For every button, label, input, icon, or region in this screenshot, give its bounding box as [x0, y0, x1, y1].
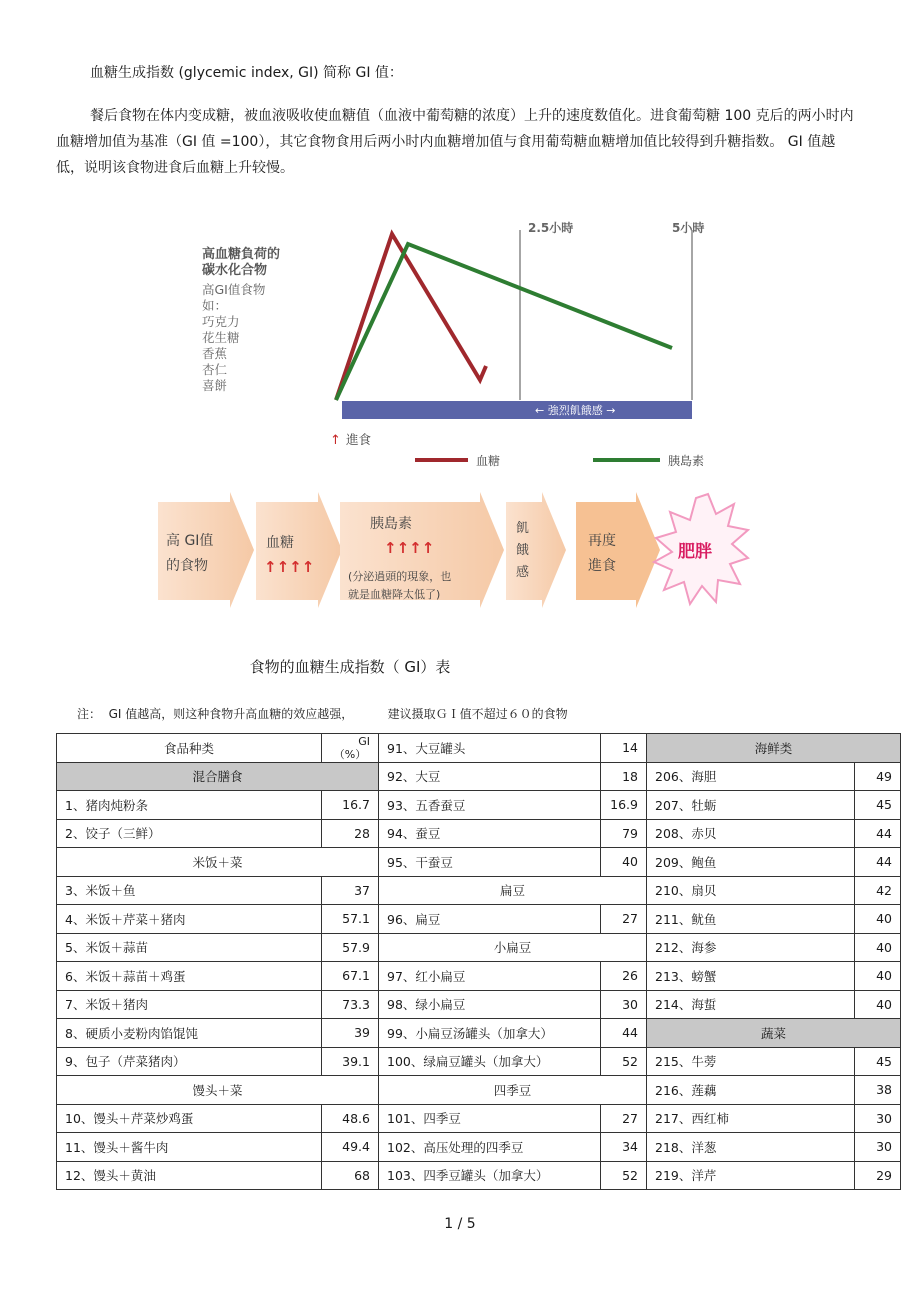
gi-value: 40: [601, 848, 647, 877]
svg-text:肥胖: 肥胖: [678, 542, 712, 562]
svg-text:進食: 進食: [588, 558, 616, 574]
svg-text:如：: 如：: [202, 298, 228, 313]
svg-text:再度: 再度: [588, 533, 616, 549]
gi-value: 42: [855, 876, 901, 905]
table-row: [57, 734, 901, 763]
gi-value: 18: [601, 762, 647, 791]
gi-value: 39.1: [322, 1047, 379, 1076]
gi-value: 14: [601, 734, 647, 763]
food-name: 100、绿扁豆罐头（加拿大）: [379, 1047, 601, 1076]
gi-value: 30: [601, 990, 647, 1019]
food-list: [202, 282, 266, 393]
gi-value: 40: [855, 990, 901, 1019]
table-row: [57, 962, 901, 991]
food-name: 2、饺子（三鲜）: [57, 819, 322, 848]
gi-value: 38: [855, 1076, 901, 1105]
food-name: 219、洋芹: [647, 1161, 855, 1190]
food-name: 102、高压处理的四季豆: [379, 1133, 601, 1162]
gi-value: 16.7: [322, 791, 379, 820]
svg-text:的食物: 的食物: [166, 558, 208, 574]
svg-text:↑↑↑↑: ↑↑↑↑: [264, 558, 315, 576]
food-name: 8、硬质小麦粉肉馅馄饨: [57, 1019, 322, 1048]
gi-value: 44: [855, 848, 901, 877]
gi-value: 44: [855, 819, 901, 848]
food-name: 213、螃蟹: [647, 962, 855, 991]
food-name: 217、西红柿: [647, 1104, 855, 1133]
table-row: [57, 933, 901, 962]
flow-step-insulin: [340, 492, 504, 608]
header-gi-unit: （%）: [333, 747, 367, 761]
svg-text:高GI值食物: 高GI值食物: [202, 282, 266, 297]
gi-value: 49.4: [322, 1133, 379, 1162]
table-row: [57, 876, 901, 905]
food-name: 1、猪肉炖粉条: [57, 791, 322, 820]
table-row: [57, 1047, 901, 1076]
svg-text:飢: 飢: [516, 521, 530, 536]
intro-title: 血糖生成指数 (glycemic index, GI) 简称 GI 值：: [90, 65, 403, 81]
table-row: [57, 905, 901, 934]
table-row: [57, 1133, 901, 1162]
gi-value: 48.6: [322, 1104, 379, 1133]
food-name: 206、海胆: [647, 762, 855, 791]
food-name: 208、赤贝: [647, 819, 855, 848]
svg-text:胰島素: 胰島素: [370, 516, 412, 532]
food-name: 95、干蚕豆: [379, 848, 601, 877]
table-row: [57, 1104, 901, 1133]
table-row: [57, 1019, 901, 1048]
time-label-5h: 5小時: [672, 221, 705, 235]
gi-value: 29: [855, 1161, 901, 1190]
intro-paragraph: 餐后食物在体内变成糖，被血液吸收使血糖值（血液中葡萄糖的浓度）上升的速度数值化。进食葡萄糖 100 克后的两小时内血糖增加值为基准（GI 值 =100），其它食物食用后两小时内血糖增加值与食用葡萄糖血糖增加值比较得到升糖指数。 GI 值越低，说明该食物进食后血糖上升较慢。: [56, 108, 854, 176]
figure-heading-1: 高血糖負荷的: [202, 247, 281, 262]
food-name: 94、蚕豆: [379, 819, 601, 848]
category-header: 米饭＋菜: [57, 848, 379, 877]
table-title: 食物的血糖生成指数（ GI）表: [249, 658, 451, 676]
gi-value: 27: [601, 905, 647, 934]
flow-step-eat-again: [576, 492, 660, 608]
food-name: 7、米饭＋猪肉: [57, 990, 322, 1019]
category-header: 馒头＋菜: [57, 1076, 379, 1105]
hunger-label: ← 強烈飢餓感 →: [535, 404, 616, 417]
food-name: 97、红小扁豆: [379, 962, 601, 991]
gi-value: 16.9: [601, 791, 647, 820]
svg-text:巧克力: 巧克力: [202, 314, 240, 329]
category-header-shaded: 蔬菜: [647, 1019, 901, 1048]
flow-step-blood-sugar: [256, 492, 342, 608]
food-name: 103、四季豆罐头（加拿大）: [379, 1161, 601, 1190]
gi-value: 26: [601, 962, 647, 991]
table-row: [57, 791, 901, 820]
category-header-shaded: 混合膳食: [57, 762, 379, 791]
gi-value: 57.9: [322, 933, 379, 962]
gi-value: 30: [855, 1104, 901, 1133]
svg-text:高 GI值: 高 GI值: [166, 533, 214, 549]
food-name: 4、米饭＋芹菜＋猪肉: [57, 905, 322, 934]
table-row: [57, 848, 901, 877]
flow-step-hunger: [506, 492, 566, 608]
table-row: [57, 819, 901, 848]
flow-result-obesity: [654, 494, 748, 604]
svg-text:杏仁: 杏仁: [202, 362, 228, 377]
eat-up-arrow-icon: ↑: [330, 433, 341, 448]
gi-value: 45: [855, 791, 901, 820]
svg-text:就是血糖降太低了): 就是血糖降太低了): [348, 588, 441, 601]
table-row: [57, 762, 901, 791]
food-name: 211、鱿鱼: [647, 905, 855, 934]
obesity-flow-diagram: [150, 490, 750, 630]
food-name: 99、小扁豆汤罐头（加拿大）: [379, 1019, 601, 1048]
food-name: 207、牡蛎: [647, 791, 855, 820]
food-name: 209、鲍鱼: [647, 848, 855, 877]
food-name: 3、米饭＋鱼: [57, 876, 322, 905]
gi-value: 37: [322, 876, 379, 905]
svg-text:(分泌過頭的現象，也: (分泌過頭的現象，也: [348, 570, 452, 583]
gi-value: 44: [601, 1019, 647, 1048]
svg-text:感: 感: [516, 565, 530, 580]
food-name: 5、米饭＋蒜苗: [57, 933, 322, 962]
gi-value: 27: [601, 1104, 647, 1133]
food-name: 11、馒头＋酱牛肉: [57, 1133, 322, 1162]
header-food-type: 食品种类: [57, 734, 322, 763]
food-name: 101、四季豆: [379, 1104, 601, 1133]
food-name: 6、米饭＋蒜苗＋鸡蛋: [57, 962, 322, 991]
food-name: 93、五香蚕豆: [379, 791, 601, 820]
gi-value: 52: [601, 1047, 647, 1076]
food-name: 215、牛蒡: [647, 1047, 855, 1076]
gi-value: 67.1: [322, 962, 379, 991]
food-name: 216、莲藕: [647, 1076, 855, 1105]
gi-value: 57.1: [322, 905, 379, 934]
svg-text:喜餅: 喜餅: [202, 378, 228, 393]
category-header: 四季豆: [379, 1076, 647, 1105]
category-header-shaded: 海鲜类: [647, 734, 901, 763]
gi-value: 73.3: [322, 990, 379, 1019]
svg-text:↑↑↑↑: ↑↑↑↑: [384, 539, 435, 557]
gi-value: 34: [601, 1133, 647, 1162]
category-header: 小扁豆: [379, 933, 647, 962]
svg-text:花生糖: 花生糖: [202, 330, 240, 345]
food-name: 12、馒头＋黄油: [57, 1161, 322, 1190]
food-name: 218、洋葱: [647, 1133, 855, 1162]
gi-value: 49: [855, 762, 901, 791]
food-name: 92、大豆: [379, 762, 601, 791]
page-number: 1 / 5: [444, 1216, 476, 1232]
header-gi: [322, 734, 379, 763]
svg-text:血糖: 血糖: [266, 535, 294, 551]
table-row: [57, 990, 901, 1019]
food-name: 96、扁豆: [379, 905, 601, 934]
food-name: 212、海参: [647, 933, 855, 962]
gi-table: [56, 733, 901, 1190]
food-name: 10、馒头＋芹菜炒鸡蛋: [57, 1104, 322, 1133]
table-row: [57, 1161, 901, 1190]
eat-label: 進食: [346, 432, 372, 447]
blood-sugar-figure: [150, 208, 730, 478]
gi-value: 40: [855, 905, 901, 934]
legend-insulin-label: 胰島素: [668, 454, 705, 468]
food-name: 214、海蜇: [647, 990, 855, 1019]
food-name: 91、大豆罐头: [379, 734, 601, 763]
food-name: 210、扇贝: [647, 876, 855, 905]
category-header: 扁豆: [379, 876, 647, 905]
time-label-2-5h: 2.5小時: [528, 221, 574, 235]
header-gi-label: GI: [358, 734, 370, 748]
svg-text:餓: 餓: [516, 543, 530, 558]
svg-text:香蕉: 香蕉: [202, 346, 228, 361]
gi-value: 40: [855, 962, 901, 991]
food-name: 9、包子（芹菜猪肉）: [57, 1047, 322, 1076]
flow-step-high-gi-food: [158, 492, 254, 608]
gi-value: 39: [322, 1019, 379, 1048]
gi-value: 68: [322, 1161, 379, 1190]
legend-blood-sugar-label: 血糖: [476, 454, 501, 468]
gi-value: 79: [601, 819, 647, 848]
gi-value: 52: [601, 1161, 647, 1190]
table-row: [57, 1076, 901, 1105]
gi-value: 45: [855, 1047, 901, 1076]
gi-value: 30: [855, 1133, 901, 1162]
food-name: 98、绿小扁豆: [379, 990, 601, 1019]
figure-heading-2: 碳水化合物: [202, 263, 268, 278]
table-note: 注： GI 值越高，则这种食物升高血糖的效应越强， 建议摄取ＧＩ值不超过６０的食物: [77, 707, 568, 721]
hunger-bar: [342, 401, 692, 419]
gi-value: 28: [322, 819, 379, 848]
gi-value: 40: [855, 933, 901, 962]
